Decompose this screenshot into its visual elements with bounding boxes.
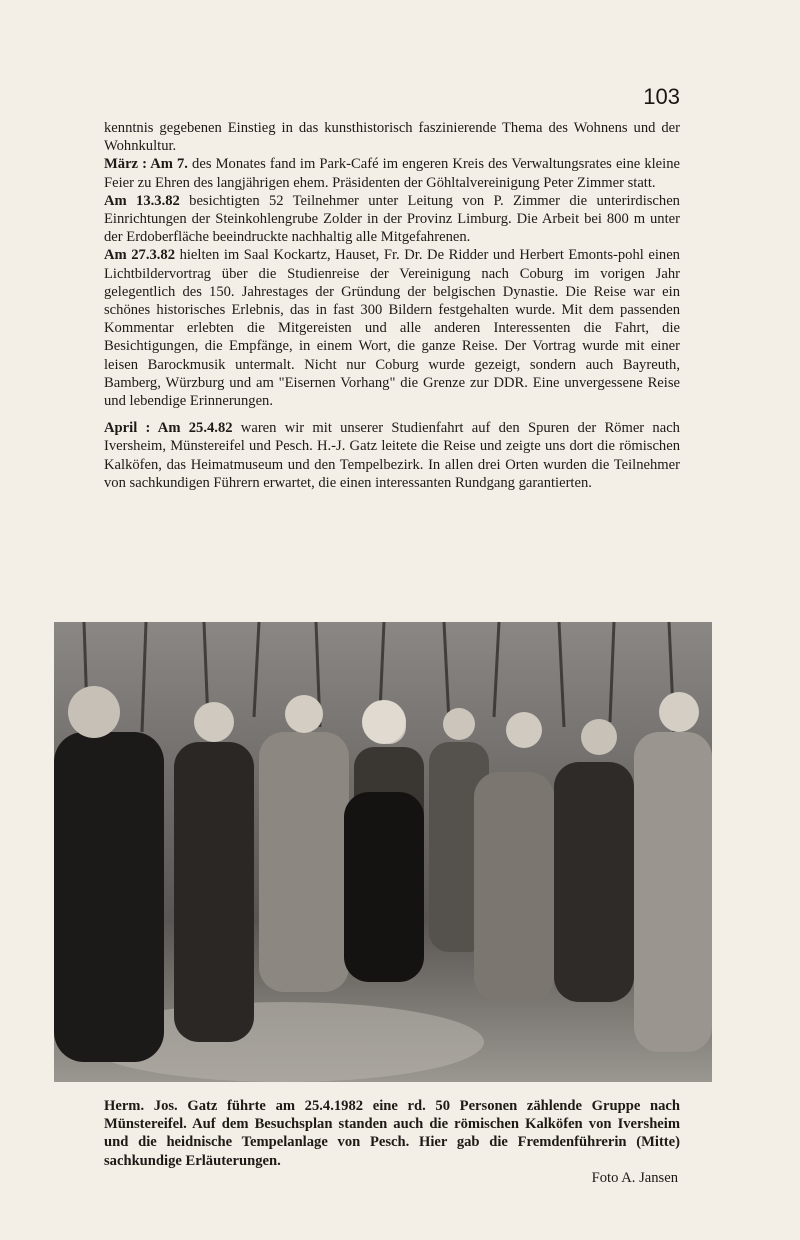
paragraph-text: besichtigten 52 Teilnehmer unter Leitung von P. Zimmer die unterirdischen Einrichtungen der Steinkohlengrube Zolder in der Provinz Limburg. Die Arbeit bei 800 m unter der Erdoberfläche beeindruckte nachhaltig alle Mitgefahrenen. [104, 192, 680, 246]
paragraph-text: waren wir mit unserer Studienfahrt auf den Spuren der Römer nach Iversheim, Münstereifel und Pesch. H.-J. Gatz leitete die Reise und zeigte uns dort die römischen Kalköfen, das Heimatmuseum und den Tempelbezirk. In allen drei Orten wurden die Teilnehmer von sachkundigen Führern erwartet, die einen interessanten Rundgang garantierten. [104, 420, 680, 491]
paragraph-lead: März : Am 7. [104, 156, 188, 173]
paragraph-lead: April : Am 25.4.82 [104, 420, 233, 437]
paragraph-intro [104, 119, 680, 155]
paragraph-lead: Am 13.3.82 [104, 192, 180, 209]
paragraph-april [104, 419, 680, 492]
paragraph-lead: Am 27.3.82 [104, 247, 176, 264]
paragraph-27-3-82 [104, 246, 680, 410]
page-number: 103 [643, 84, 680, 109]
paragraph-text: hielten im Saal Kockartz, Hauset, Fr. Dr. De Ridder und Herbert Emonts-pohl einen Lichtbildervortrag über die Studienreise der Vereinigung nach Coburg im vorigen Jahr gelegentlich des 150. Jahrestages der Gründung der belgischen Dynastie. Die Reise war ein schönes historisches Erlebnis, das in fast 300 Bildern festgehalten wurde. Mit dem passenden Kommentar erlebten die Mitgereisten und alle anderen Interessenten die Fahrt, die Besichtigungen, die Empfänge, in einem Wort, die ganze Reise. Der Vortrag wurde mit einer leisen Barockmusik untermalt. Nicht nur Coburg wurde gezeigt, sondern auch Bayreuth, Bamberg, Würzburg und am "Eisernen Vorhang" die Grenze zur DDR. Eine unvergessene Reise und lebendige Erinnerungen. [104, 247, 680, 410]
article-body [104, 119, 680, 492]
paragraph-text: kenntnis gegebenen Einstieg in das kunsthistorisch faszinierende Thema des Wohnens und der Wohnkultur. [104, 120, 680, 155]
group-photo [54, 622, 712, 1082]
paragraph-text: des Monates fand im Park-Café im engeren Kreis des Verwaltungsrates eine kleine Feier zu Ehren des langjährigen ehem. Präsidenten der Göhltalvereinigung Peter Zimmer statt. [104, 156, 680, 191]
photo-credit: Foto A. Jansen [591, 1170, 678, 1186]
photo-caption: Herm. Jos. Gatz führte am 25.4.1982 eine rd. 50 Personen zählende Gruppe nach Münstereifel. Auf dem Besuchsplan standen auch die römischen Kalköfen von Iversheim und die heidnische Tempelanlage von Pesch. Hier gab die Fremdenführerin (Mitte) sachkundige Erläuterungen. [104, 1098, 680, 1169]
paragraph-13-3-82 [104, 192, 680, 247]
paragraph-maerz [104, 155, 680, 191]
group-photo-illustration [54, 622, 712, 1082]
